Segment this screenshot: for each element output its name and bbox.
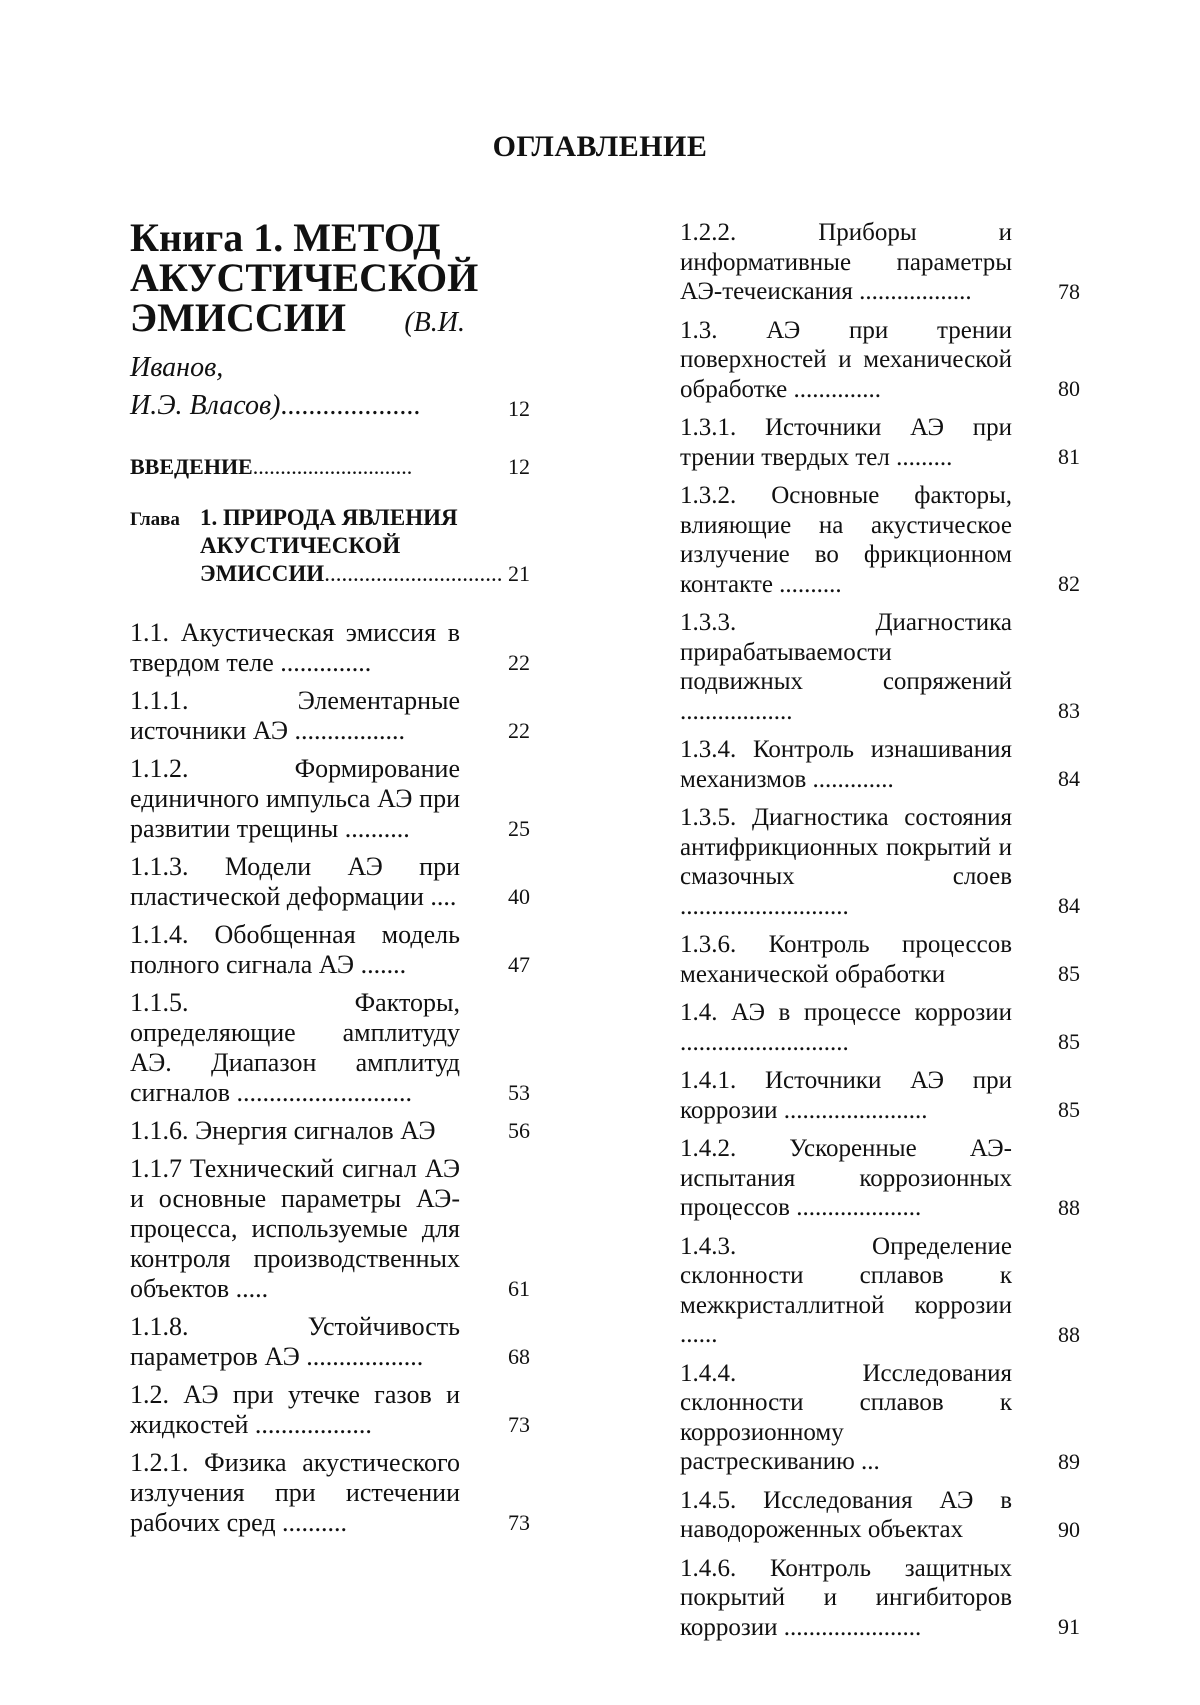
toc-entry-text: 1.1.4. Обобщенная модель полного сигнала АЭ ....... bbox=[130, 920, 460, 979]
toc-intro-entry[interactable] bbox=[130, 452, 530, 482]
toc-entry[interactable] bbox=[680, 1486, 1080, 1545]
toc-entry-text: 1.1.8. Устойчивость параметров АЭ .................. bbox=[130, 1312, 460, 1371]
toc-entry-text: 1.4.6. Контроль защитных покрытий и ингибиторов коррозии ...................... bbox=[680, 1554, 1012, 1641]
toc-entry-text: 1.3.4. Контроль изнашивания механизмов ............. bbox=[680, 736, 1012, 793]
toc-left-column bbox=[130, 215, 530, 1546]
toc-entry-page: 80 bbox=[1058, 376, 1080, 401]
chapter-title: 1. ПРИРОДА ЯВЛЕНИЯ АКУСТИЧЕСКОЙ ЭМИССИИ bbox=[200, 505, 458, 586]
book-authors: (В.И. Иванов, bbox=[130, 307, 465, 383]
book-title-word: ЭМИССИИ bbox=[130, 295, 346, 340]
toc-entry-page: 83 bbox=[1058, 698, 1080, 723]
toc-entry-page: 90 bbox=[1058, 1516, 1080, 1542]
toc-entry-page: 91 bbox=[1058, 1614, 1080, 1639]
toc-entry-text: 1.4.5. Исследования АЭ в наводороженных объектах bbox=[680, 1486, 1012, 1543]
toc-entry-text: 1.2.1. Физика акустического излучения при истечении рабочих сред .......... bbox=[130, 1448, 460, 1537]
book-authors-cont: И.Э. Власов) bbox=[130, 390, 281, 421]
toc-entry-page: 88 bbox=[1058, 1194, 1080, 1220]
toc-entry[interactable] bbox=[680, 413, 1080, 472]
toc-entry[interactable] bbox=[130, 920, 530, 980]
toc-entry-page: 78 bbox=[1058, 278, 1080, 304]
toc-entry-page: 89 bbox=[1058, 1448, 1080, 1474]
toc-entry[interactable] bbox=[680, 1066, 1080, 1125]
book-title-line-2: АКУСТИЧЕСКОЙ bbox=[130, 255, 479, 300]
toc-entry[interactable] bbox=[680, 930, 1080, 989]
toc-chapter-entry[interactable] bbox=[130, 504, 530, 588]
toc-entry-text: 1.1.6. Энергия сигналов АЭ bbox=[130, 1116, 436, 1145]
toc-entry[interactable] bbox=[680, 481, 1080, 599]
toc-entry-text: 1.4.2. Ускоренные АЭ-испытания коррозионных процессов .................... bbox=[680, 1135, 1012, 1221]
toc-right-column bbox=[680, 218, 1080, 1651]
toc-entry[interactable] bbox=[130, 1448, 530, 1538]
toc-entry[interactable] bbox=[130, 852, 530, 912]
toc-entry[interactable] bbox=[680, 803, 1080, 921]
toc-entry-text: 1.3.1. Источники АЭ при трении твердых тел ......... bbox=[680, 414, 1012, 471]
toc-entry-text: 1.1. Акустическая эмиссия в твердом теле .............. bbox=[130, 618, 460, 677]
toc-entry[interactable] bbox=[680, 1232, 1080, 1350]
toc-entry-page: 22 bbox=[508, 718, 530, 743]
toc-entry-text: 1.1.2. Формирование единичного импульса АЭ при развитии трещины .......... bbox=[130, 754, 460, 843]
intro-page-number: 12 bbox=[508, 454, 530, 479]
toc-entry[interactable] bbox=[680, 1134, 1080, 1223]
toc-entry-text: 1.2. АЭ при утечке газов и жидкостей .................. bbox=[130, 1380, 460, 1439]
toc-entry-page: 82 bbox=[1058, 571, 1080, 596]
book-title-line-1: Книга 1. МЕТОД bbox=[130, 215, 441, 260]
toc-entry[interactable] bbox=[130, 1154, 530, 1304]
toc-entry-page: 85 bbox=[1058, 961, 1080, 986]
toc-entry-text: 1.2.2. Приборы и информативные параметры АЭ-течеискания .................. bbox=[680, 219, 1012, 305]
toc-entry-text: 1.4.3. Определение склонности сплавов к межкристаллитной коррозии ...... bbox=[680, 1232, 1012, 1348]
toc-entry[interactable] bbox=[130, 686, 530, 746]
toc-entry-page: 61 bbox=[508, 1276, 530, 1301]
toc-entry-text: 1.4.4. Исследования склонности сплавов к коррозионному растрескиванию ... bbox=[680, 1359, 1012, 1475]
toc-entry-page: 53 bbox=[508, 1080, 530, 1105]
toc-entry-page: 85 bbox=[1058, 1097, 1080, 1122]
book-title-line-3 bbox=[130, 295, 465, 388]
toc-entry[interactable] bbox=[130, 988, 530, 1108]
toc-entry[interactable] bbox=[680, 218, 1080, 307]
toc-entry-text: 1.3.5. Диагностика состояния антифрикционных покрытий и смазочных слоев ........................... bbox=[680, 804, 1012, 920]
toc-entry-text: 1.4. АЭ в процессе коррозии ........................... bbox=[680, 999, 1012, 1056]
toc-entry-text: 1.3.3. Диагностика прирабатываемости подвижных сопряжений .................. bbox=[680, 609, 1012, 725]
toc-entry-text: 1.1.1. Элементарные источники АЭ ................. bbox=[130, 686, 460, 745]
toc-entry[interactable] bbox=[680, 608, 1080, 726]
chapter-dots: ............................... bbox=[324, 561, 503, 586]
chapter-page-number: 21 bbox=[508, 561, 530, 586]
toc-entry-page: 73 bbox=[508, 1412, 530, 1437]
toc-entry-page: 25 bbox=[508, 816, 530, 841]
toc-entry-page: 73 bbox=[508, 1510, 530, 1535]
toc-entry-text: 1.3.6. Контроль процессов механической обработки bbox=[680, 931, 1012, 988]
toc-entry-page: 22 bbox=[508, 650, 530, 675]
toc-entry-text: 1.4.1. Источники АЭ при коррозии ....................... bbox=[680, 1067, 1012, 1124]
toc-entry-text: 1.3.2. Основные факторы, влияющие на акустическое излучение во фрикционном контакте .......... bbox=[680, 482, 1012, 598]
toc-entry-page: 85 bbox=[1058, 1029, 1080, 1054]
toc-entry-page: 84 bbox=[1058, 766, 1080, 791]
book-authors-line-2 bbox=[130, 388, 465, 424]
toc-entry[interactable] bbox=[680, 998, 1080, 1057]
chapter-label: Глава bbox=[130, 509, 180, 530]
book-page-number: 12 bbox=[508, 396, 530, 421]
toc-entry[interactable] bbox=[680, 735, 1080, 794]
toc-entry-page: 40 bbox=[508, 884, 530, 909]
toc-entry[interactable] bbox=[130, 754, 530, 844]
toc-entry-page: 56 bbox=[508, 1118, 530, 1143]
intro-label: ВВЕДЕНИЕ bbox=[130, 454, 253, 479]
toc-entry-text: 1.3. АЭ при трении поверхностей и механической обработке .............. bbox=[680, 316, 1012, 403]
page-title: ОГЛАВЛЕНИЕ bbox=[492, 130, 708, 163]
toc-entry[interactable] bbox=[680, 1554, 1080, 1643]
toc-entry[interactable] bbox=[680, 316, 1080, 405]
book-dots: .................... bbox=[280, 390, 421, 421]
toc-entry-page: 68 bbox=[508, 1344, 530, 1369]
intro-dots: ............................. bbox=[252, 454, 413, 479]
toc-entry-page: 47 bbox=[508, 952, 530, 977]
left-entries-list bbox=[130, 618, 530, 1538]
toc-entry-text: 1.1.5. Факторы, определяющие амплитуду АЭ. Диапазон амплитуд сигналов ........................... bbox=[130, 988, 460, 1107]
toc-entry-text: 1.1.3. Модели АЭ при пластической деформации .... bbox=[130, 852, 460, 911]
toc-entry[interactable] bbox=[130, 1312, 530, 1372]
book-title-block bbox=[130, 215, 479, 424]
toc-entry[interactable] bbox=[130, 1380, 530, 1440]
toc-entry-page: 84 bbox=[1058, 893, 1080, 918]
toc-entry-page: 88 bbox=[1058, 1321, 1080, 1347]
toc-entry[interactable] bbox=[680, 1359, 1080, 1477]
toc-entry[interactable] bbox=[130, 618, 530, 678]
toc-entry-page: 81 bbox=[1058, 444, 1080, 469]
toc-book-entry[interactable] bbox=[130, 215, 530, 424]
toc-entry-text: 1.1.7 Технический сигнал АЭ и основные параметры АЭ-процесса, используемые для контроля производственных объектов ..... bbox=[130, 1154, 460, 1303]
toc-entry[interactable] bbox=[130, 1116, 530, 1146]
